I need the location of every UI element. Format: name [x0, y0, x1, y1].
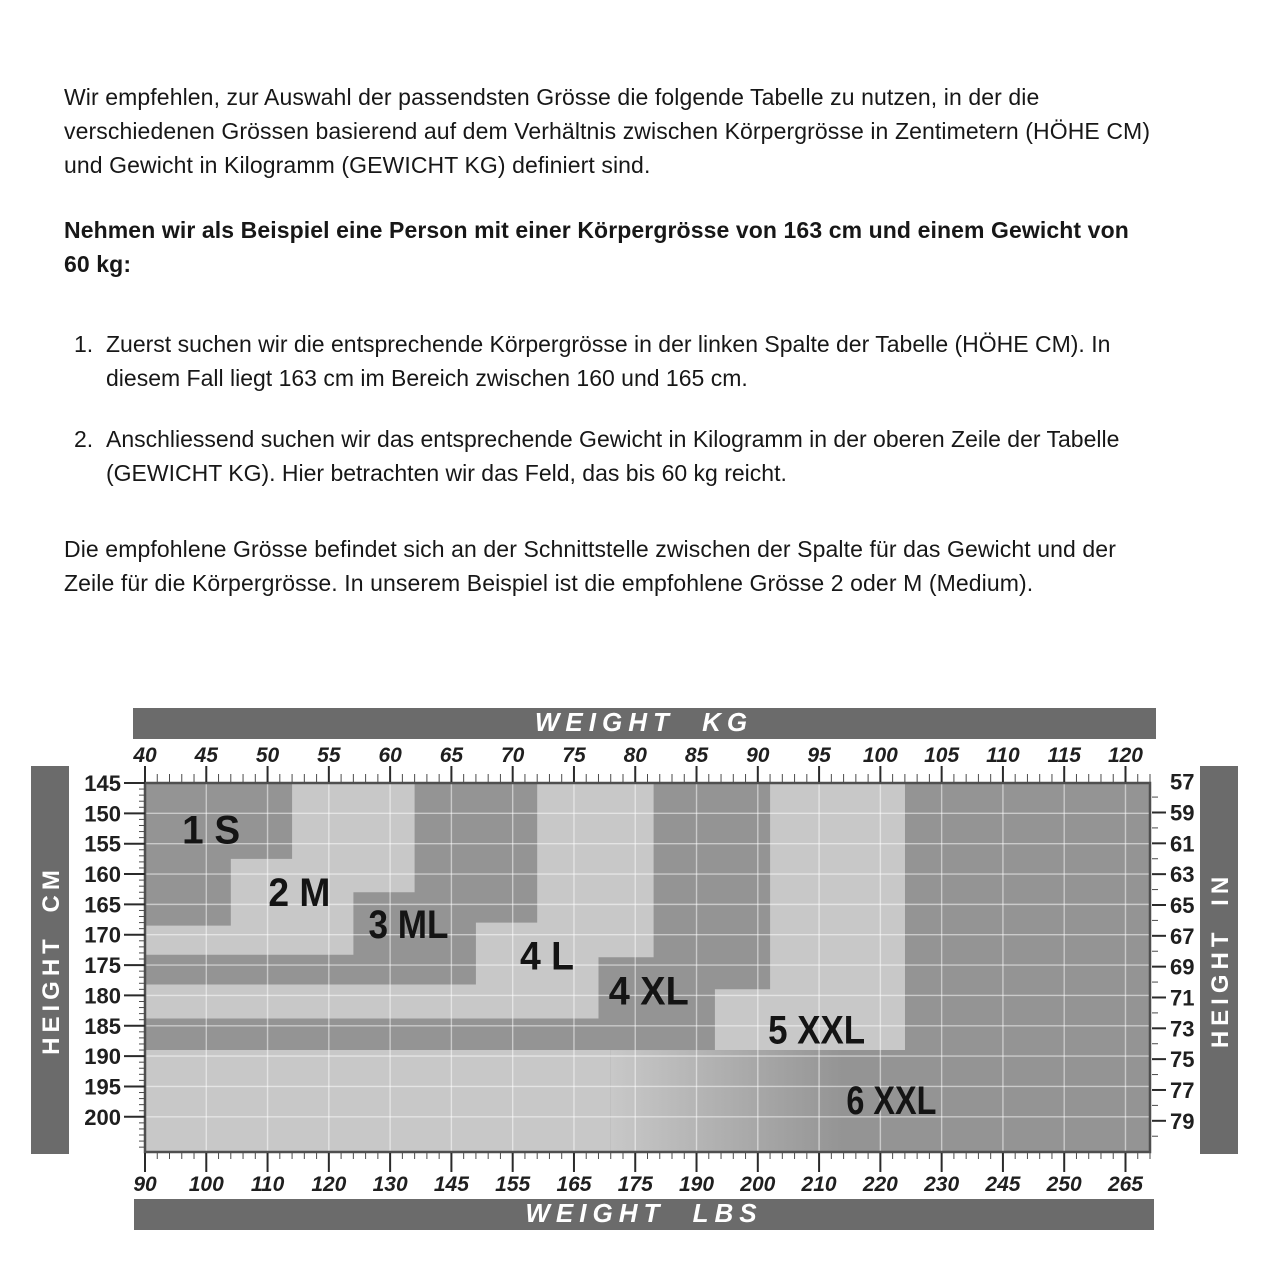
cm-tick-label: 170	[84, 922, 121, 948]
lbs-tick-label: 130	[372, 1173, 408, 1196]
kg-tick-label: 100	[862, 744, 898, 767]
intro-paragraph: Wir empfehlen, zur Auswahl der passendsten Grösse die folgende Tabelle zu nutzen, in der die verschiedenen Grössen basierend auf dem Verhältnis zwischen Körpergrösse in Zentimetern (HÖHE CM) und Gewicht in Kilogramm (GEWICHT KG) definiert sind.	[64, 84, 1151, 178]
kg-tick-label: 85	[684, 744, 709, 767]
kg-tick-label: 55	[317, 744, 341, 767]
lbs-tick-label: 145	[433, 1173, 469, 1196]
lbs-tick-label: 200	[740, 1173, 776, 1196]
kg-tick-label: 95	[807, 744, 831, 767]
kg-tick-label: 115	[1047, 744, 1081, 767]
in-tick-label: 61	[1170, 831, 1195, 857]
height-in-title: HEIGHT IN	[1207, 871, 1234, 1049]
zone-6-xxl-fade	[611, 1050, 844, 1152]
list-number-1: 1.	[74, 331, 94, 357]
cm-tick-label: 190	[84, 1044, 121, 1070]
in-tick-label: 73	[1170, 1016, 1195, 1042]
right-axis	[1152, 766, 1238, 1154]
zone-label-5-xxl: 5 XXL	[768, 1008, 866, 1053]
weight-lbs-title: WEIGHT LBS	[525, 1198, 763, 1228]
kg-tick-label: 45	[194, 744, 218, 767]
kg-tick-label: 90	[746, 744, 770, 767]
cm-tick-label: 175	[84, 953, 121, 979]
left-axis	[31, 766, 145, 1154]
in-tick-label: 67	[1170, 923, 1195, 949]
lbs-tick-label: 155	[495, 1173, 531, 1196]
cm-tick-label: 185	[84, 1013, 121, 1039]
cm-tick-label: 200	[84, 1104, 121, 1130]
cm-tick-label: 150	[84, 801, 121, 827]
lbs-tick-label: 90	[133, 1173, 157, 1196]
in-tick-label: 69	[1170, 954, 1195, 980]
in-tick-label: 79	[1170, 1108, 1195, 1134]
kg-tick-label: 80	[623, 744, 647, 767]
cm-tick-label: 165	[84, 892, 121, 918]
lbs-tick-label: 110	[250, 1173, 285, 1196]
in-tick-label: 71	[1170, 985, 1195, 1011]
bottom-axis	[133, 1153, 1154, 1230]
zone-label-4-l: 4 L	[520, 934, 574, 979]
zone-label-3-ml: 3 ML	[368, 902, 449, 947]
example-paragraph: Nehmen wir als Beispiel eine Person mit einer Körpergrösse von 163 cm und einem Gewicht von 60 kg:	[64, 217, 1129, 277]
in-tick-label: 75	[1170, 1047, 1195, 1073]
zone-label-1-s: 1 S	[182, 808, 241, 853]
kg-tick-label: 65	[439, 744, 464, 767]
cm-tick-label: 180	[84, 983, 121, 1009]
kg-tick-label: 50	[255, 744, 280, 767]
size-zones	[145, 783, 1150, 1152]
kg-tick-label: 75	[562, 744, 586, 767]
kg-tick-label: 120	[1107, 744, 1144, 767]
lbs-tick-label: 250	[1046, 1173, 1082, 1196]
in-tick-label: 57	[1170, 769, 1195, 795]
lbs-tick-label: 100	[188, 1173, 224, 1196]
lbs-tick-label: 190	[679, 1173, 715, 1196]
lbs-tick-label: 175	[617, 1173, 653, 1196]
conclusion-paragraph: Die empfohlene Grösse befindet sich an der Schnittstelle zwischen der Spalte für das Gewicht und der Zeile für die Körpergrösse. In unserem Beispiel ist die empfohlene Grösse 2 oder M (Medium).	[64, 536, 1116, 596]
list-number-2: 2.	[74, 426, 94, 452]
kg-tick-label: 60	[378, 744, 402, 767]
lbs-tick-label: 120	[311, 1173, 347, 1196]
lbs-tick-label: 230	[924, 1173, 960, 1196]
kg-tick-label: 110	[986, 744, 1020, 767]
cm-tick-label: 160	[84, 862, 121, 888]
in-tick-label: 59	[1170, 800, 1195, 826]
lbs-tick-label: 265	[1107, 1173, 1144, 1196]
list-text-2: Anschliessend suchen wir das entsprechende Gewicht in Kilogramm in der oberen Zeile der Tabelle (GEWICHT KG). Hier betrachten wir das Feld, das bis 60 kg reicht.	[106, 426, 1120, 486]
kg-tick-label: 40	[133, 744, 157, 767]
zone-label-4-xl: 4 XL	[608, 969, 689, 1014]
in-tick-label: 77	[1170, 1077, 1195, 1103]
list-text-1: Zuerst suchen wir die entsprechende Körpergrösse in der linken Spalte der Tabelle (HÖHE CM). In diesem Fall liegt 163 cm im Bereich zwischen 160 und 165 cm.	[106, 331, 1111, 391]
cm-tick-label: 195	[84, 1074, 121, 1100]
zone-label-6-xxl: 6 XXL	[846, 1078, 937, 1123]
top-axis	[132, 707, 1156, 782]
height-cm-title: HEIGHT CM	[38, 865, 65, 1055]
in-tick-label: 65	[1170, 892, 1195, 918]
lbs-tick-label: 210	[801, 1173, 837, 1196]
in-tick-label: 63	[1170, 862, 1195, 888]
cm-tick-label: 145	[84, 771, 121, 796]
weight-kg-title: WEIGHT KG	[534, 707, 754, 737]
kg-tick-label: 105	[924, 744, 960, 767]
zone-label-2-m: 2 M	[268, 871, 331, 916]
lbs-tick-label: 245	[985, 1173, 1021, 1196]
lbs-tick-label: 220	[862, 1173, 898, 1196]
cm-tick-label: 155	[84, 831, 121, 857]
kg-tick-label: 70	[501, 744, 525, 767]
lbs-tick-label: 165	[556, 1173, 592, 1196]
